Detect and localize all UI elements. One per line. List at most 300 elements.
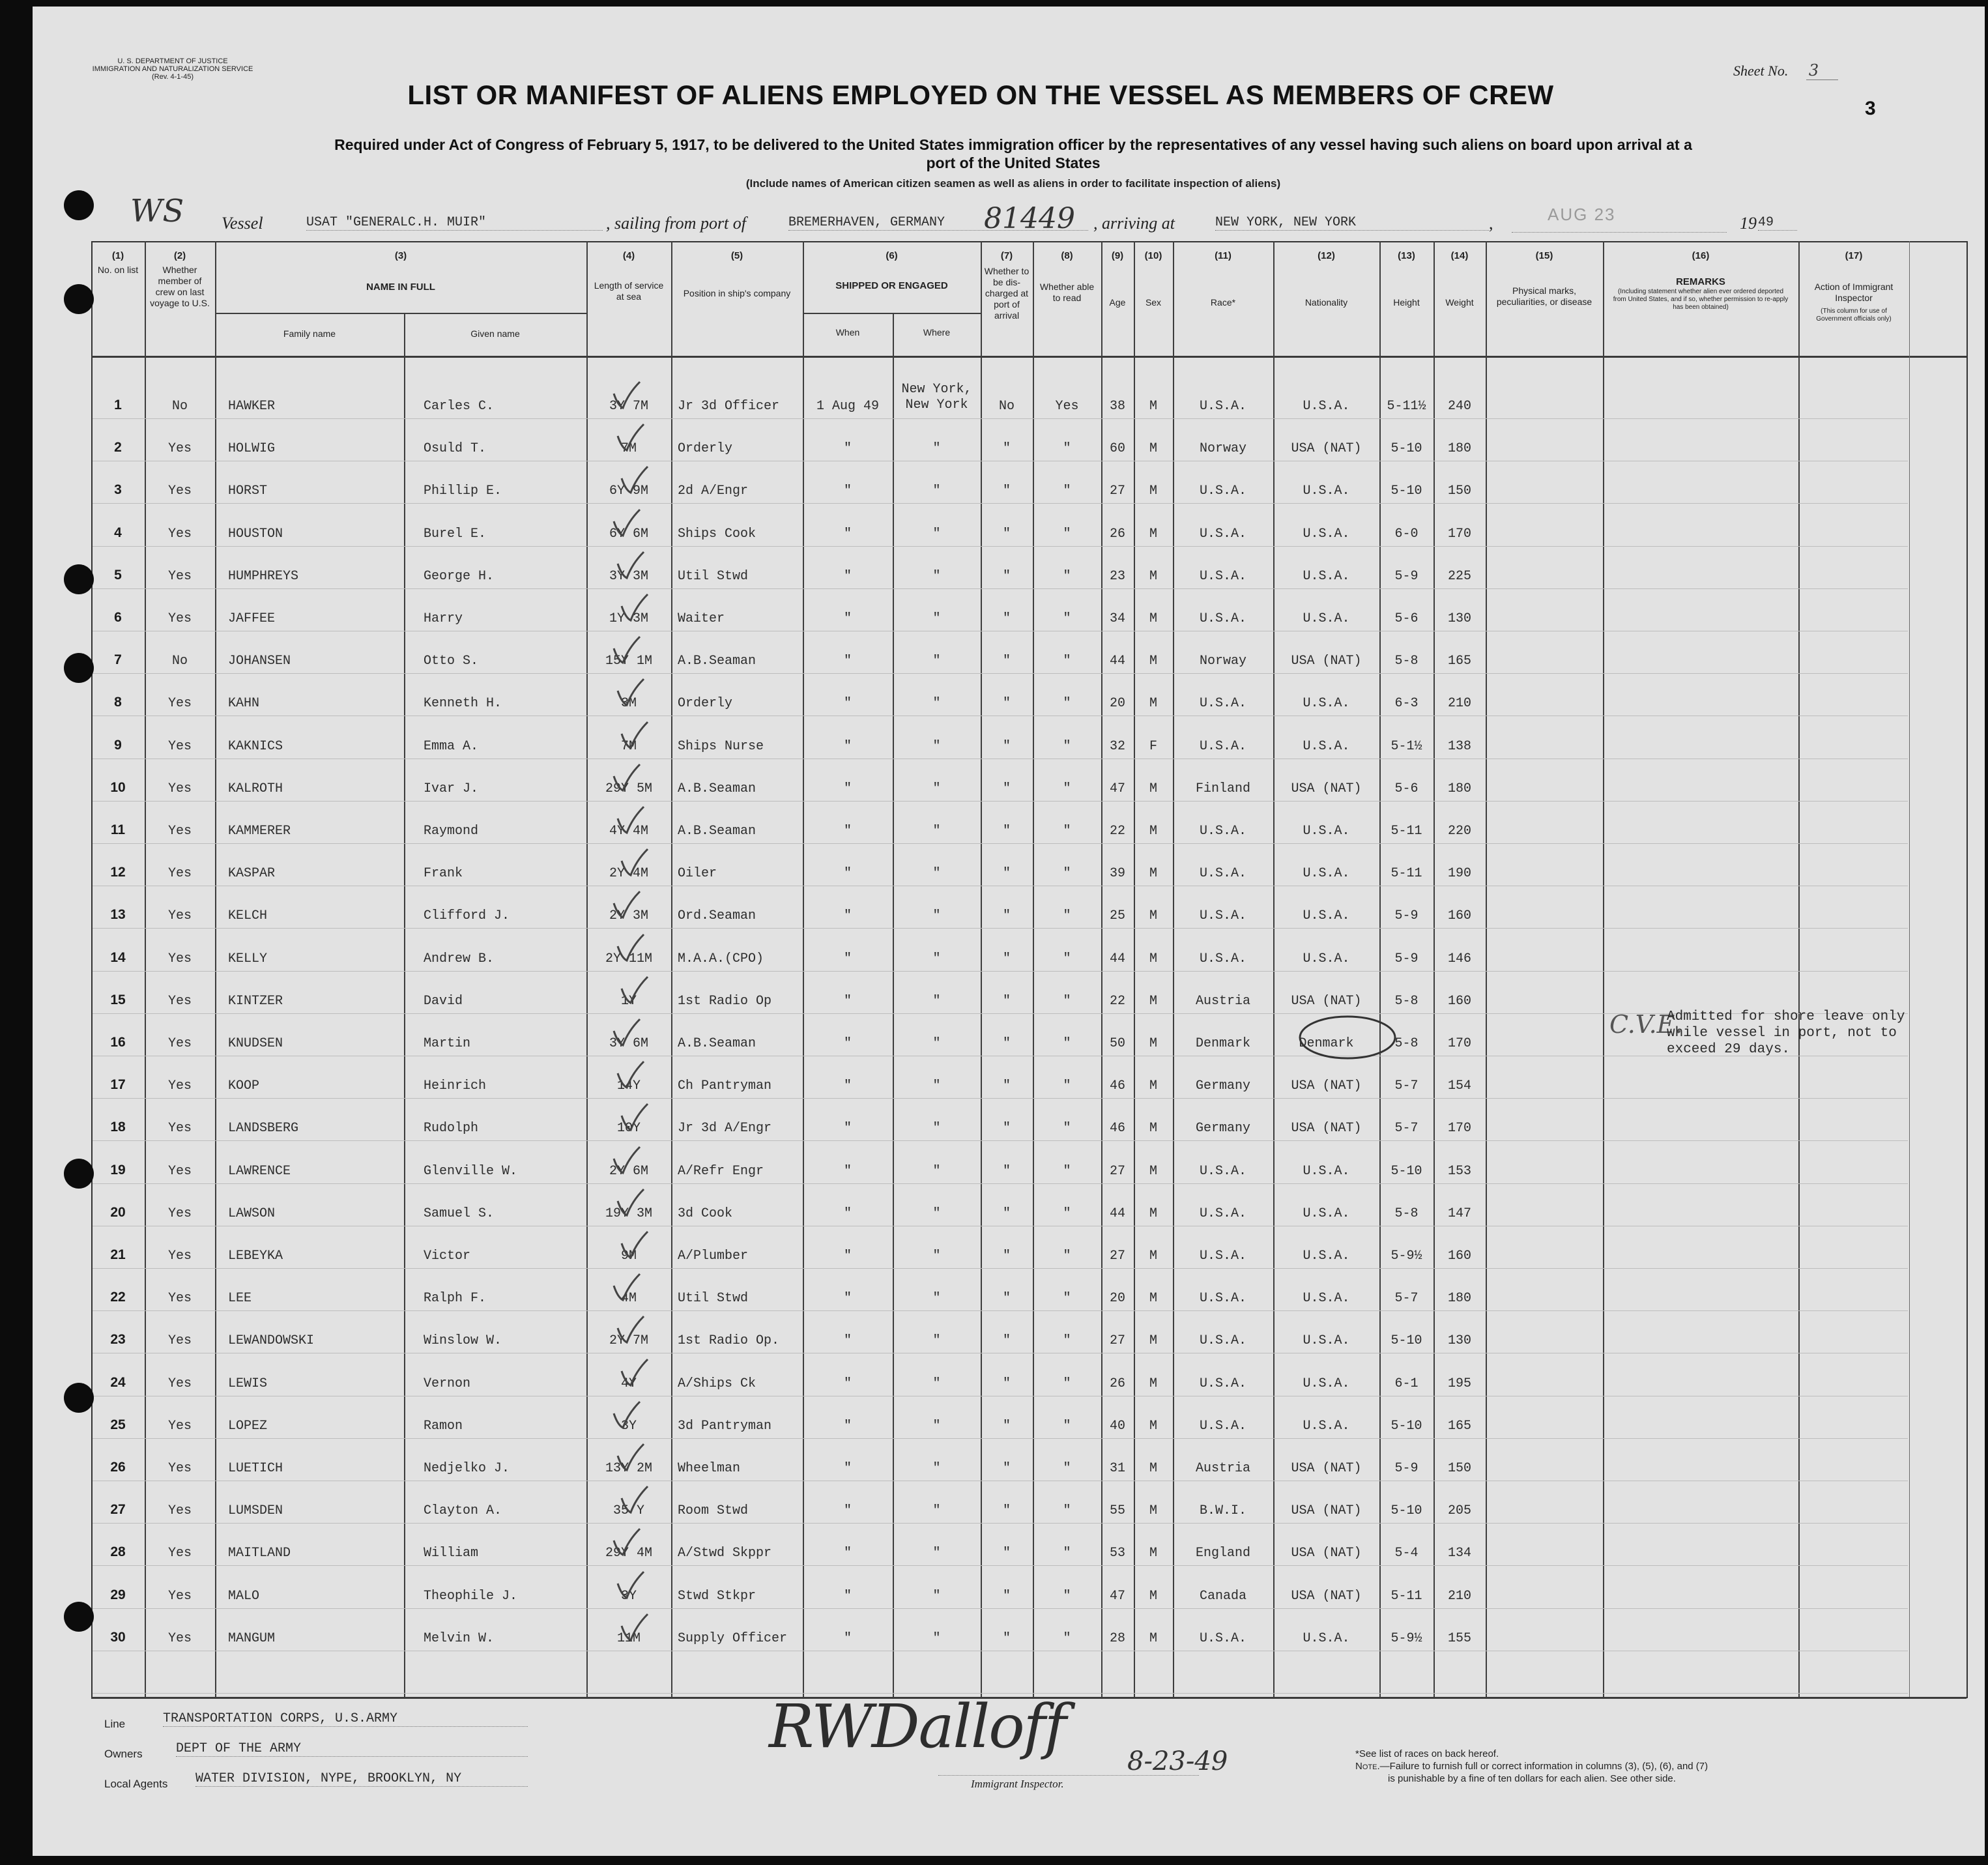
race-cell: U.S.A. — [1199, 951, 1246, 966]
sex-cell: M — [1149, 908, 1157, 923]
position-cell: A/Plumber — [678, 1249, 749, 1264]
family-name-cell: LAWSON — [228, 1206, 276, 1221]
position-cell: Util Stwd — [678, 1291, 749, 1306]
age-cell: 23 — [1109, 569, 1125, 584]
shipped-where-cell: " — [932, 1333, 941, 1348]
able-to-read-cell: " — [1063, 908, 1071, 923]
given-name-cell: Carles C. — [424, 399, 495, 414]
last-voyage-cell: Yes — [167, 569, 192, 584]
height-cell: 5-9 — [1394, 569, 1419, 584]
able-to-read-cell: " — [1063, 484, 1071, 499]
sex-cell: M — [1149, 1589, 1157, 1604]
sex-cell: M — [1149, 1078, 1157, 1093]
weight-cell: 180 — [1447, 1291, 1471, 1306]
weight-cell: 240 — [1447, 399, 1471, 414]
family-name-cell: JAFFEE — [228, 611, 276, 626]
row-number: 21 — [110, 1247, 126, 1262]
position-cell: 2d A/Engr — [678, 484, 749, 499]
check-marks — [33, 7, 1985, 1856]
able-to-read-cell: " — [1063, 1249, 1071, 1264]
discharged-cell: " — [1002, 1419, 1011, 1434]
sex-cell: M — [1149, 1036, 1157, 1051]
last-voyage-cell: Yes — [167, 1036, 192, 1051]
race-cell: Austria — [1195, 1461, 1250, 1476]
weight-cell: 130 — [1447, 611, 1471, 626]
position-cell: A.B.Seaman — [678, 781, 756, 796]
weight-cell: 180 — [1447, 441, 1471, 456]
row-number: 29 — [110, 1587, 126, 1602]
subtitle-line-1: Required under Act of Congress of February 5, 1917, to be delivered to the United States immigration officer by the representatives of any vessel having such aliens on board upon arrival at a — [334, 136, 1692, 153]
inspector-signature: RWDalloff — [769, 1692, 1065, 1761]
race-cell: U.S.A. — [1199, 1376, 1246, 1391]
sex-cell: M — [1149, 1249, 1157, 1264]
nationality-cell: U.S.A. — [1303, 569, 1350, 584]
nationality-cell: USA (NAT) — [1291, 781, 1362, 796]
age-cell: 27 — [1109, 1333, 1125, 1348]
race-cell: U.S.A. — [1199, 1419, 1246, 1434]
able-to-read-cell: " — [1063, 1419, 1071, 1434]
weight-cell: 150 — [1447, 1461, 1471, 1476]
age-cell: 20 — [1109, 1291, 1125, 1306]
height-cell: 5-11½ — [1387, 399, 1426, 414]
service-length-cell: 14Y — [616, 1078, 641, 1093]
family-name-cell: JOHANSEN — [228, 654, 291, 669]
weight-cell: 170 — [1447, 1036, 1471, 1051]
family-name-cell: KAKNICS — [228, 739, 283, 754]
given-name-cell: Frank — [424, 866, 463, 881]
column-number-c6: (6) — [886, 250, 898, 261]
discharged-cell: " — [1002, 441, 1011, 456]
check-mark — [614, 1147, 640, 1173]
discharged-cell: " — [1002, 1249, 1011, 1264]
check-mark — [622, 849, 648, 875]
column-number-c8: (8) — [1061, 250, 1073, 261]
arriving-label: , arriving at — [1093, 214, 1175, 233]
service-length-cell: 7M — [620, 441, 637, 456]
discharged-cell: " — [1002, 1291, 1011, 1306]
row-number: 25 — [110, 1417, 126, 1432]
row-number: 28 — [110, 1544, 126, 1559]
owners-value: DEPT OF THE ARMY — [176, 1741, 528, 1757]
service-length-cell: 2Y 4M — [609, 866, 648, 881]
header-family-name: Family name — [283, 328, 336, 339]
column-number-c9: (9) — [1111, 250, 1124, 261]
race-cell: Norway — [1199, 441, 1246, 456]
service-length-cell: 1Y — [620, 994, 637, 1009]
column-number-c16: (16) — [1692, 250, 1710, 261]
check-mark — [622, 1359, 648, 1385]
nationality-cell: USA (NAT) — [1291, 1121, 1362, 1136]
age-cell: 39 — [1109, 866, 1125, 881]
check-mark — [622, 594, 648, 620]
year-prefix: 19 — [1740, 214, 1757, 233]
discharged-cell: " — [1002, 994, 1011, 1009]
position-cell: Supply Officer — [678, 1631, 788, 1646]
given-name-cell: Ramon — [424, 1419, 463, 1434]
check-mark — [614, 1402, 640, 1428]
row-number: 12 — [110, 865, 126, 880]
service-length-cell: 3M — [620, 696, 637, 711]
nationality-cell: U.S.A. — [1303, 739, 1350, 754]
check-mark — [618, 1062, 644, 1088]
last-voyage-cell: Yes — [167, 1419, 192, 1434]
last-voyage-cell: Yes — [167, 1376, 192, 1391]
given-name-cell: Clifford J. — [424, 908, 510, 923]
subtitle-note: (Include names of American citizen seamen as well as aliens in order to facilitate inspection of aliens) — [745, 177, 1281, 190]
height-cell: 5-9 — [1394, 951, 1419, 966]
age-cell: 27 — [1109, 1164, 1125, 1179]
shipped-where-cell: " — [932, 1291, 941, 1306]
given-name-cell: Harry — [424, 611, 463, 626]
punch-hole — [64, 564, 94, 594]
weight-cell: 155 — [1447, 1631, 1471, 1646]
position-cell: A/Ships Ck — [678, 1376, 756, 1391]
subtitle-line-2: port of the United States — [926, 154, 1101, 171]
header-height: Height — [1393, 297, 1420, 308]
department-text: U. S. DEPARTMENT OF JUSTICE — [117, 57, 228, 65]
nationality-cell: U.S.A. — [1303, 1206, 1350, 1221]
race-cell: Denmark — [1195, 1036, 1250, 1051]
service-length-cell: 2Y 7M — [609, 1333, 648, 1348]
nationality-cell: U.S.A. — [1303, 1631, 1350, 1646]
hand-number: 81449 — [984, 202, 1075, 235]
discharged-cell: " — [1002, 951, 1011, 966]
family-name-cell: LUETICH — [228, 1461, 283, 1476]
height-cell: 5-6 — [1394, 781, 1419, 796]
row-number: 5 — [114, 568, 122, 583]
service-length-cell: 11M — [616, 1631, 641, 1646]
nationality-cell: USA (NAT) — [1291, 441, 1362, 456]
discharged-cell: " — [1002, 569, 1011, 584]
position-cell: Jr 3d A/Engr — [678, 1121, 772, 1136]
discharged-cell: " — [1002, 1546, 1011, 1561]
race-cell: U.S.A. — [1199, 696, 1246, 711]
service-length-cell: 10Y — [616, 1121, 641, 1136]
age-cell: 26 — [1109, 527, 1125, 542]
race-cell: U.S.A. — [1199, 1291, 1246, 1306]
race-cell: U.S.A. — [1199, 866, 1246, 881]
weight-cell: 210 — [1447, 696, 1471, 711]
position-cell: Ships Nurse — [678, 739, 764, 754]
last-voyage-cell: No — [171, 654, 188, 669]
family-name-cell: LUMSDEN — [228, 1503, 283, 1518]
header-age: Age — [1109, 297, 1126, 308]
shipped-where-cell: " — [932, 1419, 941, 1434]
row-number: 2 — [114, 440, 122, 455]
sheet-corner-number: 3 — [1865, 98, 1876, 119]
race-cell: Finland — [1195, 781, 1250, 796]
able-to-read-cell: " — [1063, 1376, 1071, 1391]
shipped-when-cell: " — [843, 824, 852, 839]
shipped-where-cell: " — [932, 1546, 941, 1561]
revision-text: (Rev. 4-1-45) — [152, 73, 194, 81]
service-text: IMMIGRATION AND NATURALIZATION SERVICE — [92, 65, 253, 73]
check-mark — [614, 510, 640, 536]
position-cell: 1st Radio Op — [678, 994, 772, 1009]
check-mark — [622, 722, 648, 748]
header-name-in-full: NAME IN FULL — [366, 282, 435, 293]
family-name-cell: LANDSBERG — [228, 1121, 299, 1136]
service-length-cell: 4M — [620, 1291, 637, 1306]
family-name-cell: LOPEZ — [228, 1419, 268, 1434]
weight-cell: 180 — [1447, 781, 1471, 796]
service-length-cell: 1Y 3M — [609, 611, 648, 626]
manifest-sheet: U. S. DEPARTMENT OF JUSTICE IMMIGRATION AND NATURALIZATION SERVICE (Rev. 4-1-45) Sheet No. 3 3 LIST OR MANIFEST OF ALIENS EMPLOYED ON THE VESSEL AS MEMBERS OF CREW Required under Act of Congress of February 5, 1917, to be delivered to the United States immigration officer by the representatives of any vessel having such aliens on board upon arrival at a port of the United States (Include names of American citizen seamen as well as aliens in order to facilitate inspection of aliens) WS Vessel USAT "GENERALC.H. MUIR" , sailing from port of BREMERHAVEN, GERMANY 81449 , arriving at NEW YORK, NEW YORK , AUG 23 19 49 (1) (2) (3) (4) (5) (6) (7) (8) (9) (10) (11) (12) (13) (14) (15) (16) (17) No. on list Whether member of crew on last voyage to U.S. NAME IN FULL Family name Given name Length of service at sea Position in ship's company SHIPPED OR ENGAGED When Where Whether to be dis-charged at port of arrival Whether able to read Age Sex Race* Nationality Height Weight Physical marks, peculiarities, or disease REMARKS (Including statement whether alien ever ordered deported from United States, and if so, whether permission to re-apply has been obtained) Action of Immigrant Inspector (This column for use of Government officials only) 1 No HAWKER Carles C. 3Y 7M Jr 3d Officer 1 Aug 49 New York, New York No Yes 38 M U.S.A. U.S.A. 5-11½ 240 2 Yes HOLWIG Osuld T. 7M Orderly " " " " 60 M Norway USA (NAT) 5-10 180 3 Yes HORST Phillip E. 6Y 9M 2d A/Engr " " " " 27 M U.S.A. U.S.A. 5-10 150 4 Yes HOUSTON Burel E. 6Y 6M Ships Cook " " " " 26 M U.S.A. U.S.A. 6-0 170 5 Yes HUMPHREYS George H. 3Y 3M Util Stwd " " " " 23 M U.S.A. U.S.A. 5-9 225 6 Yes JAFFEE Harry 1Y 3M Waiter " " " " 34 M U.S.A. U.S.A. 5-6 130 7 No JOHANSEN Otto S. 15Y 1M A.B.Seaman " " " " 44 M Norway USA (NAT) 5-8 165 8 Yes KAHN Kenneth H. 3M Orderly " " " " 20 M U.S.A. U.S.A. 6-3 210 9 Yes KAKNICS Emma A. 7M Ships Nurse " " " " 32 F U.S.A. U.S.A. 5-1½ 138 10 Yes KALROTH Ivar J. 29Y 5M A.B.Seaman " " " " 47 M Finland USA (NAT) 5-6 180 11 Yes KAMMERER Raymond 4Y 4M A.B.Seaman " " " " 22 M U.S.A. U.S.A. 5-11 220 12 Yes KASPAR Frank 2Y 4M Oiler " " " " 39 M U.S.A. U.S.A. 5-11 190 13 Yes KELCH Clifford J. 2Y 3M Ord.Seaman " " " " 25 M U.S.A. U.S.A. 5-9 160 14 Yes KELLY Andrew B. 2Y 11M M.A.A.(CPO) " " " " 44 M U.S.A. U.S.A. 5-9 146 15 Yes KINTZER David 1Y 1st Radio Op " " " " 22 M Austria USA (NAT) 5-8 160 16 Yes KNUDSEN Martin 3Y 6M A.B.Seaman " " " " 50 M Denmark Denmark 5-8 170 17 Yes KOOP Heinrich 14Y Ch Pantryman " " " " 46 M Germany USA (NAT) 5-7 154 18 Yes LANDSBERG Rudolph 10Y Jr 3d A/Engr " " " " 46 M Germany USA (NAT) 5-7 170 19 Yes LAWRENCE Glenville W. 2Y 6M A/Refr Engr " " " " 27 M U.S.A. U.S.A. 5-10 153 20 Yes LAWSON Samuel S. 19Y 3M 3d Cook " " " " 44 M U.S.A. U.S.A. 5-8 147 21 Yes LEBEYKA Victor 9M A/Plumber " " " " 27 M U.S.A. U.S.A. 5-9½ 160 22 Yes LEE Ralph F. 4M Util Stwd " " " " 20 M U.S.A. U.S.A. 5-7 180 23 Yes LEWANDOWSKI Winslow W. 2Y 7M 1st Radio Op. " " " " 27 M U.S.A. U.S.A. 5-10 130 24 Yes LEWIS Vernon 4Y A/Ships Ck " " " " 26 M U.S.A. U.S.A. 6-1 195 25 Yes LOPEZ Ramon 3Y 3d Pantryman " " " " 40 M U.S.A. U.S.A. 5-10 165 26 Yes LUETICH Nedjelko J. 13Y 2M Wheelman " " " " 31 M Austria USA (NAT) 5-9 150 27 Yes LUMSDEN Clayton A. 35 Y Room Stwd " " " " 55 M B.W.I. USA (NAT) 5-10 205 28 Yes MAITLAND William 29Y 4M A/Stwd Skppr " " " " 53 M England USA (NAT) 5-4 134 29 Yes MALO Theophile J. 3Y Stwd Stkpr " " " " 47 M Canada USA (NAT) 5-11 210 30 Yes MANGUM Melvin W. 11M Supply Officer " " " " 28 M U.S.A. U.S.A. 5-9½ 155 C.V.E. Admitted for shore leave only while vessel in port, not to exceed 29 days. Line TRANSPORTATION CORPS, U.S.ARMY Owners DEPT OF THE ARMY Local Agents WATER DIVISION, NYPE, BROOKLYN, NY RWDalloff 8-23-49 Immigrant Inspector. *See list of races on back hereof. Note.—Failure to furnish full or correct information in columns (3), (5), (6), and (7) is punishable by a fine of ten dollars for each alien. See other side. — [33, 7, 1985, 1856]
shipped-where-cell: " — [932, 1503, 941, 1518]
able-to-read-cell: " — [1063, 1503, 1071, 1518]
able-to-read-cell: " — [1063, 866, 1071, 881]
family-name-cell: HAWKER — [228, 399, 276, 414]
vessel-value: USAT "GENERALC.H. MUIR" — [306, 215, 603, 231]
check-mark — [618, 807, 644, 833]
shipped-when-cell: " — [843, 739, 852, 754]
discharged-cell: " — [1002, 527, 1011, 542]
family-name-cell: KASPAR — [228, 866, 276, 881]
weight-cell: 210 — [1447, 1589, 1471, 1604]
nationality-cell: U.S.A. — [1303, 1249, 1350, 1264]
column-number-c1: (1) — [111, 250, 124, 261]
check-mark — [614, 764, 640, 790]
row-number: 15 — [110, 992, 126, 1007]
given-name-cell: Andrew B. — [424, 951, 495, 966]
discharged-cell: " — [1002, 1376, 1011, 1391]
shipped-when-cell: " — [843, 1036, 852, 1051]
weight-cell: 190 — [1447, 866, 1471, 881]
age-cell: 26 — [1109, 1376, 1125, 1391]
row-number: 9 — [114, 738, 122, 753]
position-cell: A.B.Seaman — [678, 654, 756, 669]
race-cell: U.S.A. — [1199, 611, 1246, 626]
row-number: 16 — [110, 1035, 126, 1050]
shipped-where-cell: " — [932, 951, 941, 966]
check-mark — [622, 977, 648, 1003]
given-name-cell: George H. — [424, 569, 495, 584]
service-length-cell: 29Y 4M — [605, 1546, 652, 1561]
shipped-where-cell: " — [932, 696, 941, 711]
family-name-cell: MANGUM — [228, 1631, 276, 1646]
header-inspector-action: Action of Immigrant Inspector — [1814, 282, 1894, 303]
race-cell: Germany — [1195, 1121, 1250, 1136]
nationality-cell: USA (NAT) — [1291, 994, 1362, 1009]
nationality-cell: U.S.A. — [1303, 1164, 1350, 1179]
service-length-cell: 4Y — [620, 1376, 637, 1391]
race-cell: U.S.A. — [1199, 1164, 1246, 1179]
header-weight: Weight — [1445, 297, 1474, 308]
column-number-c10: (10) — [1144, 250, 1162, 261]
height-cell: 6-0 — [1394, 527, 1419, 542]
weight-cell: 160 — [1447, 908, 1471, 923]
weight-cell: 153 — [1447, 1164, 1471, 1179]
service-length-cell: 6Y 6M — [609, 527, 648, 542]
line-label: Line — [104, 1718, 126, 1730]
height-cell: 5-8 — [1394, 994, 1419, 1009]
given-name-cell: Melvin W. — [424, 1631, 495, 1646]
row-number: 13 — [110, 907, 126, 922]
age-cell: 28 — [1109, 1631, 1125, 1646]
discharged-cell: " — [1002, 484, 1011, 499]
given-name-cell: David — [424, 994, 463, 1009]
sheet-number: 3 — [1806, 61, 1838, 80]
row-number: 17 — [110, 1077, 126, 1092]
last-voyage-cell: Yes — [167, 824, 192, 839]
signature-date: 8-23-49 — [1127, 1746, 1228, 1776]
remark-line-2: while vessel in port, not to — [1667, 1026, 1897, 1041]
nationality-cell: Denmark — [1299, 1036, 1354, 1051]
weight-cell: 220 — [1447, 824, 1471, 839]
given-name-cell: Rudolph — [424, 1121, 479, 1136]
shipped-where-cell: " — [932, 527, 941, 542]
column-number-c17: (17) — [1845, 250, 1863, 261]
position-cell: Ships Cook — [678, 527, 756, 542]
nationality-cell: U.S.A. — [1303, 1419, 1350, 1434]
column-number-c11: (11) — [1215, 250, 1232, 261]
height-cell: 6-3 — [1394, 696, 1419, 711]
shipped-where-cell: " — [932, 1589, 941, 1604]
discharged-cell: " — [1002, 739, 1011, 754]
age-cell: 22 — [1109, 994, 1125, 1009]
able-to-read-cell: " — [1063, 739, 1071, 754]
shipped-when-cell: " — [843, 1333, 852, 1348]
family-name-cell: KALROTH — [228, 781, 283, 796]
date-stamp: AUG 23 — [1548, 205, 1616, 224]
position-cell: A/Refr Engr — [678, 1164, 764, 1179]
family-name-cell: KAMMERER — [228, 824, 291, 839]
sailing-label: , sailing from port of — [606, 214, 747, 233]
discharged-cell: " — [1002, 696, 1011, 711]
given-name-cell: Burel E. — [424, 527, 487, 542]
able-to-read-cell: Yes — [1055, 399, 1079, 414]
height-cell: 5-8 — [1394, 1036, 1419, 1051]
shipped-when-cell: " — [843, 654, 852, 669]
nationality-cell: U.S.A. — [1303, 1291, 1350, 1306]
height-cell: 5-10 — [1390, 1333, 1422, 1348]
punch-hole — [64, 1383, 94, 1413]
nationality-cell: U.S.A. — [1303, 1376, 1350, 1391]
given-name-cell: Nedjelko J. — [424, 1461, 510, 1476]
punch-hole — [64, 1602, 94, 1632]
able-to-read-cell: " — [1063, 1121, 1071, 1136]
discharged-cell: " — [1002, 1333, 1011, 1348]
shipped-when-cell: " — [843, 441, 852, 456]
family-name-cell: LEE — [228, 1291, 252, 1306]
service-length-cell: 3Y 3M — [609, 569, 648, 584]
family-name-cell: KAHN — [228, 696, 260, 711]
service-length-cell: 6Y 9M — [609, 484, 648, 499]
last-voyage-cell: Yes — [167, 1333, 192, 1348]
shipped-when-cell: " — [843, 1589, 852, 1604]
discharged-cell: " — [1002, 781, 1011, 796]
row-number: 10 — [110, 780, 126, 795]
discharged-cell: No — [998, 399, 1015, 414]
nationality-cell: U.S.A. — [1303, 696, 1350, 711]
shipped-when-cell: " — [843, 1291, 852, 1306]
punch-hole — [64, 284, 94, 314]
last-voyage-cell: Yes — [167, 1121, 192, 1136]
height-cell: 6-1 — [1394, 1376, 1419, 1391]
shipped-when-cell: " — [843, 1078, 852, 1093]
column-number-c7: (7) — [1000, 250, 1013, 261]
nationality-cell: U.S.A. — [1303, 908, 1350, 923]
weight-cell: 154 — [1447, 1078, 1471, 1093]
column-number-c5: (5) — [730, 250, 743, 261]
service-length-cell: 35 Y — [612, 1503, 644, 1518]
last-voyage-cell: Yes — [167, 441, 192, 456]
position-cell: Room Stwd — [678, 1503, 749, 1518]
sex-cell: M — [1149, 611, 1157, 626]
sex-cell: M — [1149, 696, 1157, 711]
sex-cell: M — [1149, 1503, 1157, 1518]
service-length-cell: 29Y 5M — [605, 781, 652, 796]
service-length-cell: 9M — [620, 1249, 637, 1264]
check-mark — [614, 1529, 640, 1555]
height-cell: 5-10 — [1390, 1164, 1422, 1179]
sex-cell: F — [1149, 739, 1157, 754]
last-voyage-cell: Yes — [167, 1503, 192, 1518]
able-to-read-cell: " — [1063, 441, 1071, 456]
able-to-read-cell: " — [1063, 781, 1071, 796]
shipped-when-cell: " — [843, 527, 852, 542]
row-number: 18 — [110, 1120, 126, 1135]
discharged-cell: " — [1002, 1631, 1011, 1646]
able-to-read-cell: " — [1063, 824, 1071, 839]
nationality-cell: U.S.A. — [1303, 484, 1350, 499]
able-to-read-cell: " — [1063, 1631, 1071, 1646]
given-name-cell: Clayton A. — [424, 1503, 502, 1518]
header-when: When — [835, 327, 860, 338]
shipped-when-cell: " — [843, 781, 852, 796]
family-name-cell: HOLWIG — [228, 441, 276, 456]
race-cell: England — [1195, 1546, 1250, 1561]
age-cell: 34 — [1109, 611, 1125, 626]
last-voyage-cell: Yes — [167, 1249, 192, 1264]
vessel-label: Vessel — [222, 214, 263, 233]
last-voyage-cell: Yes — [167, 739, 192, 754]
race-cell: U.S.A. — [1199, 739, 1246, 754]
shipped-when-cell: " — [843, 1249, 852, 1264]
given-name-cell: Martin — [424, 1036, 471, 1051]
able-to-read-cell: " — [1063, 527, 1071, 542]
shipped-where-cell: " — [932, 484, 941, 499]
service-length-cell: 7M — [620, 739, 637, 754]
weight-cell: 150 — [1447, 484, 1471, 499]
sex-cell: M — [1149, 866, 1157, 881]
weight-cell: 134 — [1447, 1546, 1471, 1561]
ws-mark: WS — [130, 193, 184, 229]
shipped-where-cell: " — [932, 654, 941, 669]
position-cell: Orderly — [678, 441, 733, 456]
nationality-cell: USA (NAT) — [1291, 1503, 1362, 1518]
last-voyage-cell: Yes — [167, 1546, 192, 1561]
nationality-cell: USA (NAT) — [1291, 1078, 1362, 1093]
last-voyage-cell: Yes — [167, 1078, 192, 1093]
family-name-cell: KNUDSEN — [228, 1036, 283, 1051]
weight-cell: 165 — [1447, 654, 1471, 669]
note-label: Note. — [1355, 1761, 1380, 1772]
check-mark — [622, 1104, 648, 1130]
given-name-cell: Heinrich — [424, 1078, 487, 1093]
discharged-cell: " — [1002, 1164, 1011, 1179]
age-cell: 44 — [1109, 1206, 1125, 1221]
family-name-cell: LEWIS — [228, 1376, 268, 1391]
sex-cell: M — [1149, 1164, 1157, 1179]
family-name-cell: LEBEYKA — [228, 1249, 283, 1264]
shipped-where-cell: " — [932, 1164, 941, 1179]
shipped-where-cell: " — [932, 1036, 941, 1051]
sheet-label: Sheet No. — [1733, 63, 1789, 79]
header-where: Where — [923, 327, 951, 338]
row-number: 23 — [110, 1332, 126, 1347]
age-cell: 47 — [1109, 781, 1125, 796]
